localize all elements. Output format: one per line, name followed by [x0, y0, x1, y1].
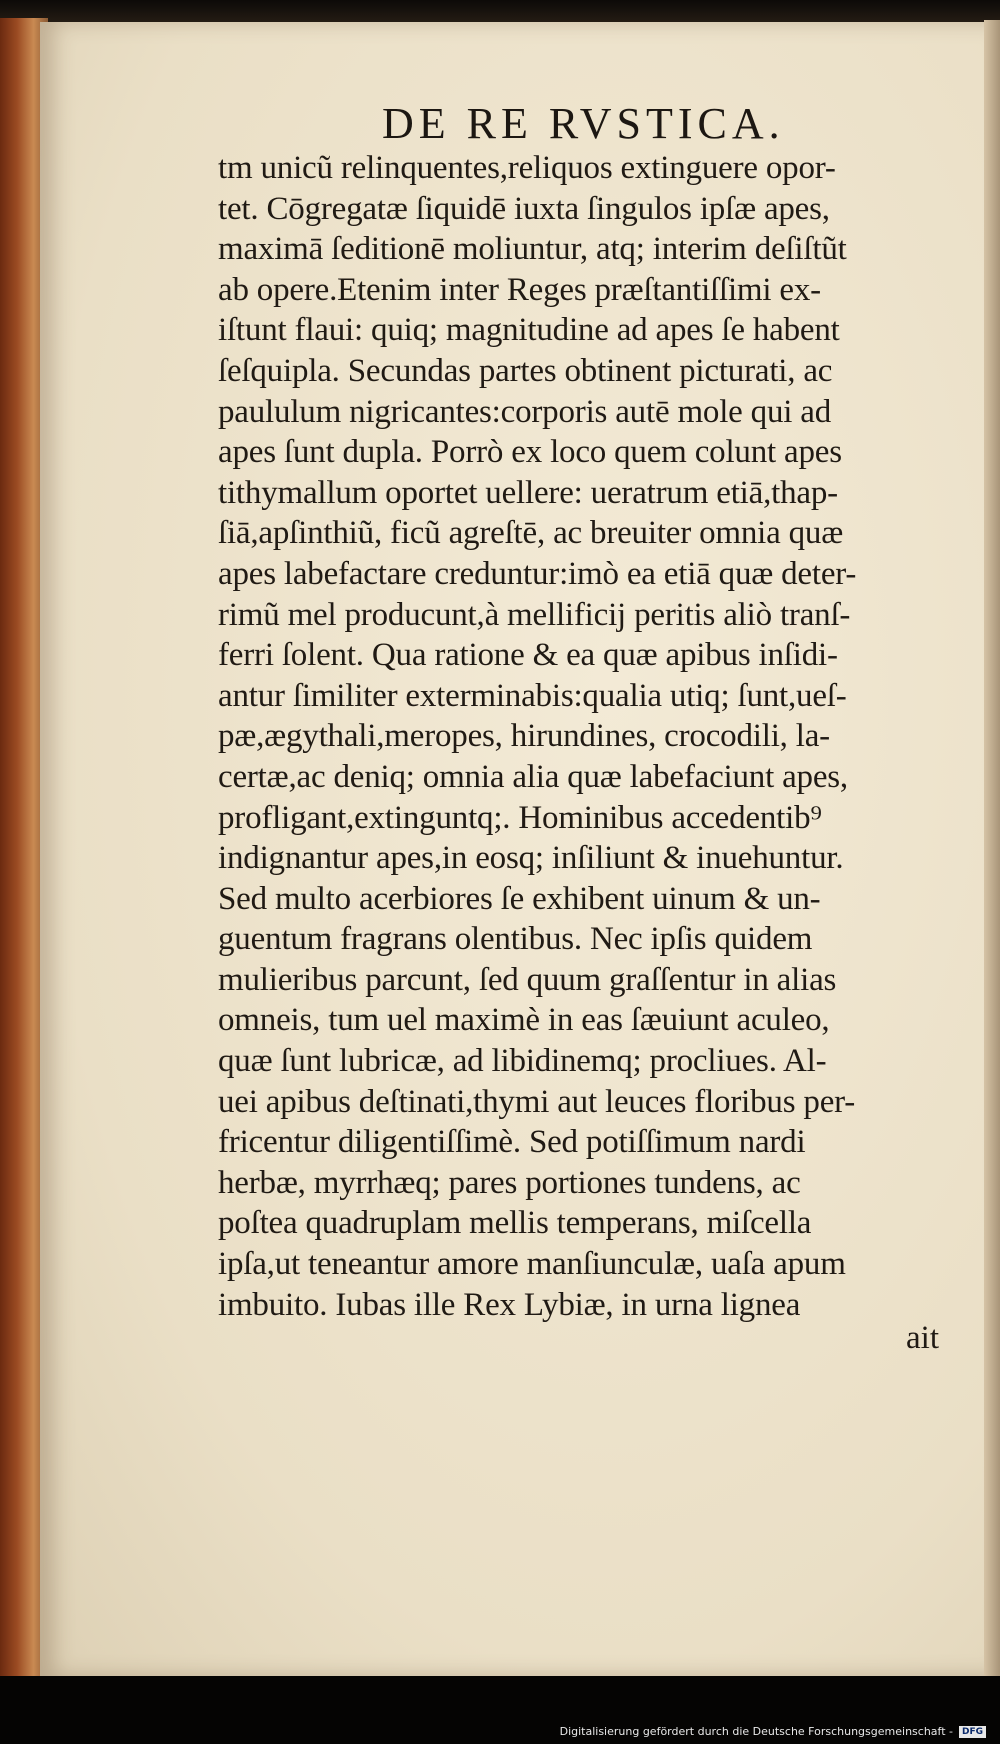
page-edge — [984, 20, 1000, 1680]
text-line: tet. Cōgregatæ ſiquidē iuxta ſingulos ipſæ apes, — [218, 190, 830, 227]
text-line: tm unicũ relinquentes,reliquos extinguere opor- — [218, 150, 836, 186]
text-line: uei apibus deſtinati,thymi aut leuces floribus per- — [218, 1083, 856, 1120]
body-text — [218, 148, 948, 1325]
credit-text: Digitalisierung gefördert durch die Deutsche Forschungsgemeinschaft - — [559, 1725, 953, 1738]
text-line: mulieribus parcunt, ſed quum graſſentur in alias — [218, 961, 837, 998]
text-line: iſtunt flaui: quiq; magnitudine ad apes ſe habent — [218, 312, 840, 349]
text-line: indignantur apes,in eosq; inſiliunt & inuehuntur. — [218, 840, 844, 877]
text-line: omneis, tum uel maximè in eas ſæuiunt aculeo, — [218, 1002, 830, 1039]
text-line: paululum nigricantes:corporis autē mole qui ad — [218, 393, 832, 430]
digitization-credit — [560, 1725, 986, 1738]
text-line: apes labefactare creduntur:imò ea etiā quæ deter- — [218, 555, 857, 592]
text-line: imbuito. Iubas ille Rex Lybiæ, in urna lignea — [218, 1286, 801, 1323]
text-line: ab opere.Etenim inter Reges præſtantiſſimi ex- — [218, 271, 821, 308]
text-line: maximā ſeditionē moliuntur, atq; interim deſiſtũt — [218, 231, 847, 268]
text-line: Sed multo acerbiores ſe exhibent uinum & un- — [218, 880, 821, 917]
text-line: apes ſunt dupla. Porrò ex loco quem colunt apes — [218, 434, 842, 471]
text-line: fricentur diligentiſſimè. Sed potiſſimum nardi — [218, 1124, 806, 1161]
text-line: certæ,ac deniq; omnia alia quæ labefaciunt apes, — [218, 758, 848, 795]
text-line: quæ ſunt lubricæ, ad libidinemq; procliues. Al- — [218, 1043, 827, 1080]
text-line: ferri ſolent. Qua ratione & ea quæ apibus inſidi- — [218, 637, 838, 674]
text-line: rimũ mel producunt,à mellificij peritis aliò tranſ- — [218, 596, 851, 633]
text-line: tithymallum oportet uellere: ueratrum etiā,thap- — [218, 474, 838, 511]
text-line: ſeſquipla. Secundas partes obtinent picturati, ac — [218, 352, 833, 389]
text-line: antur ſimiliter exterminabis:qualia utiq; ſunt,ueſ- — [218, 677, 847, 714]
text-line: profligant,extinguntq;. Hominibus accedentib⁹ — [218, 799, 822, 836]
dfg-logo-icon: DFG — [959, 1726, 986, 1738]
text-line: herbæ, myrrhæq; pares portiones tundens, ac — [218, 1164, 801, 1201]
footer-bar — [0, 1676, 1000, 1744]
text-line: ipſa,ut teneantur amore manſiunculæ, uaſa apum — [218, 1246, 846, 1283]
running-head: DE RE RVSTICA. — [382, 99, 785, 148]
text-line: poſtea quadruplam mellis temperans, miſcella — [218, 1205, 812, 1242]
text-line: pæ,ægythali,meropes, hirundines, crocodili, la- — [218, 718, 830, 755]
text-line: ſiā,apſinthiũ, ficũ agreſtē, ac breuiter omnia quæ — [218, 515, 844, 552]
catchword: ait — [906, 1320, 939, 1356]
text-line: guentum fragrans olentibus. Nec ipſis quidem — [218, 921, 813, 958]
